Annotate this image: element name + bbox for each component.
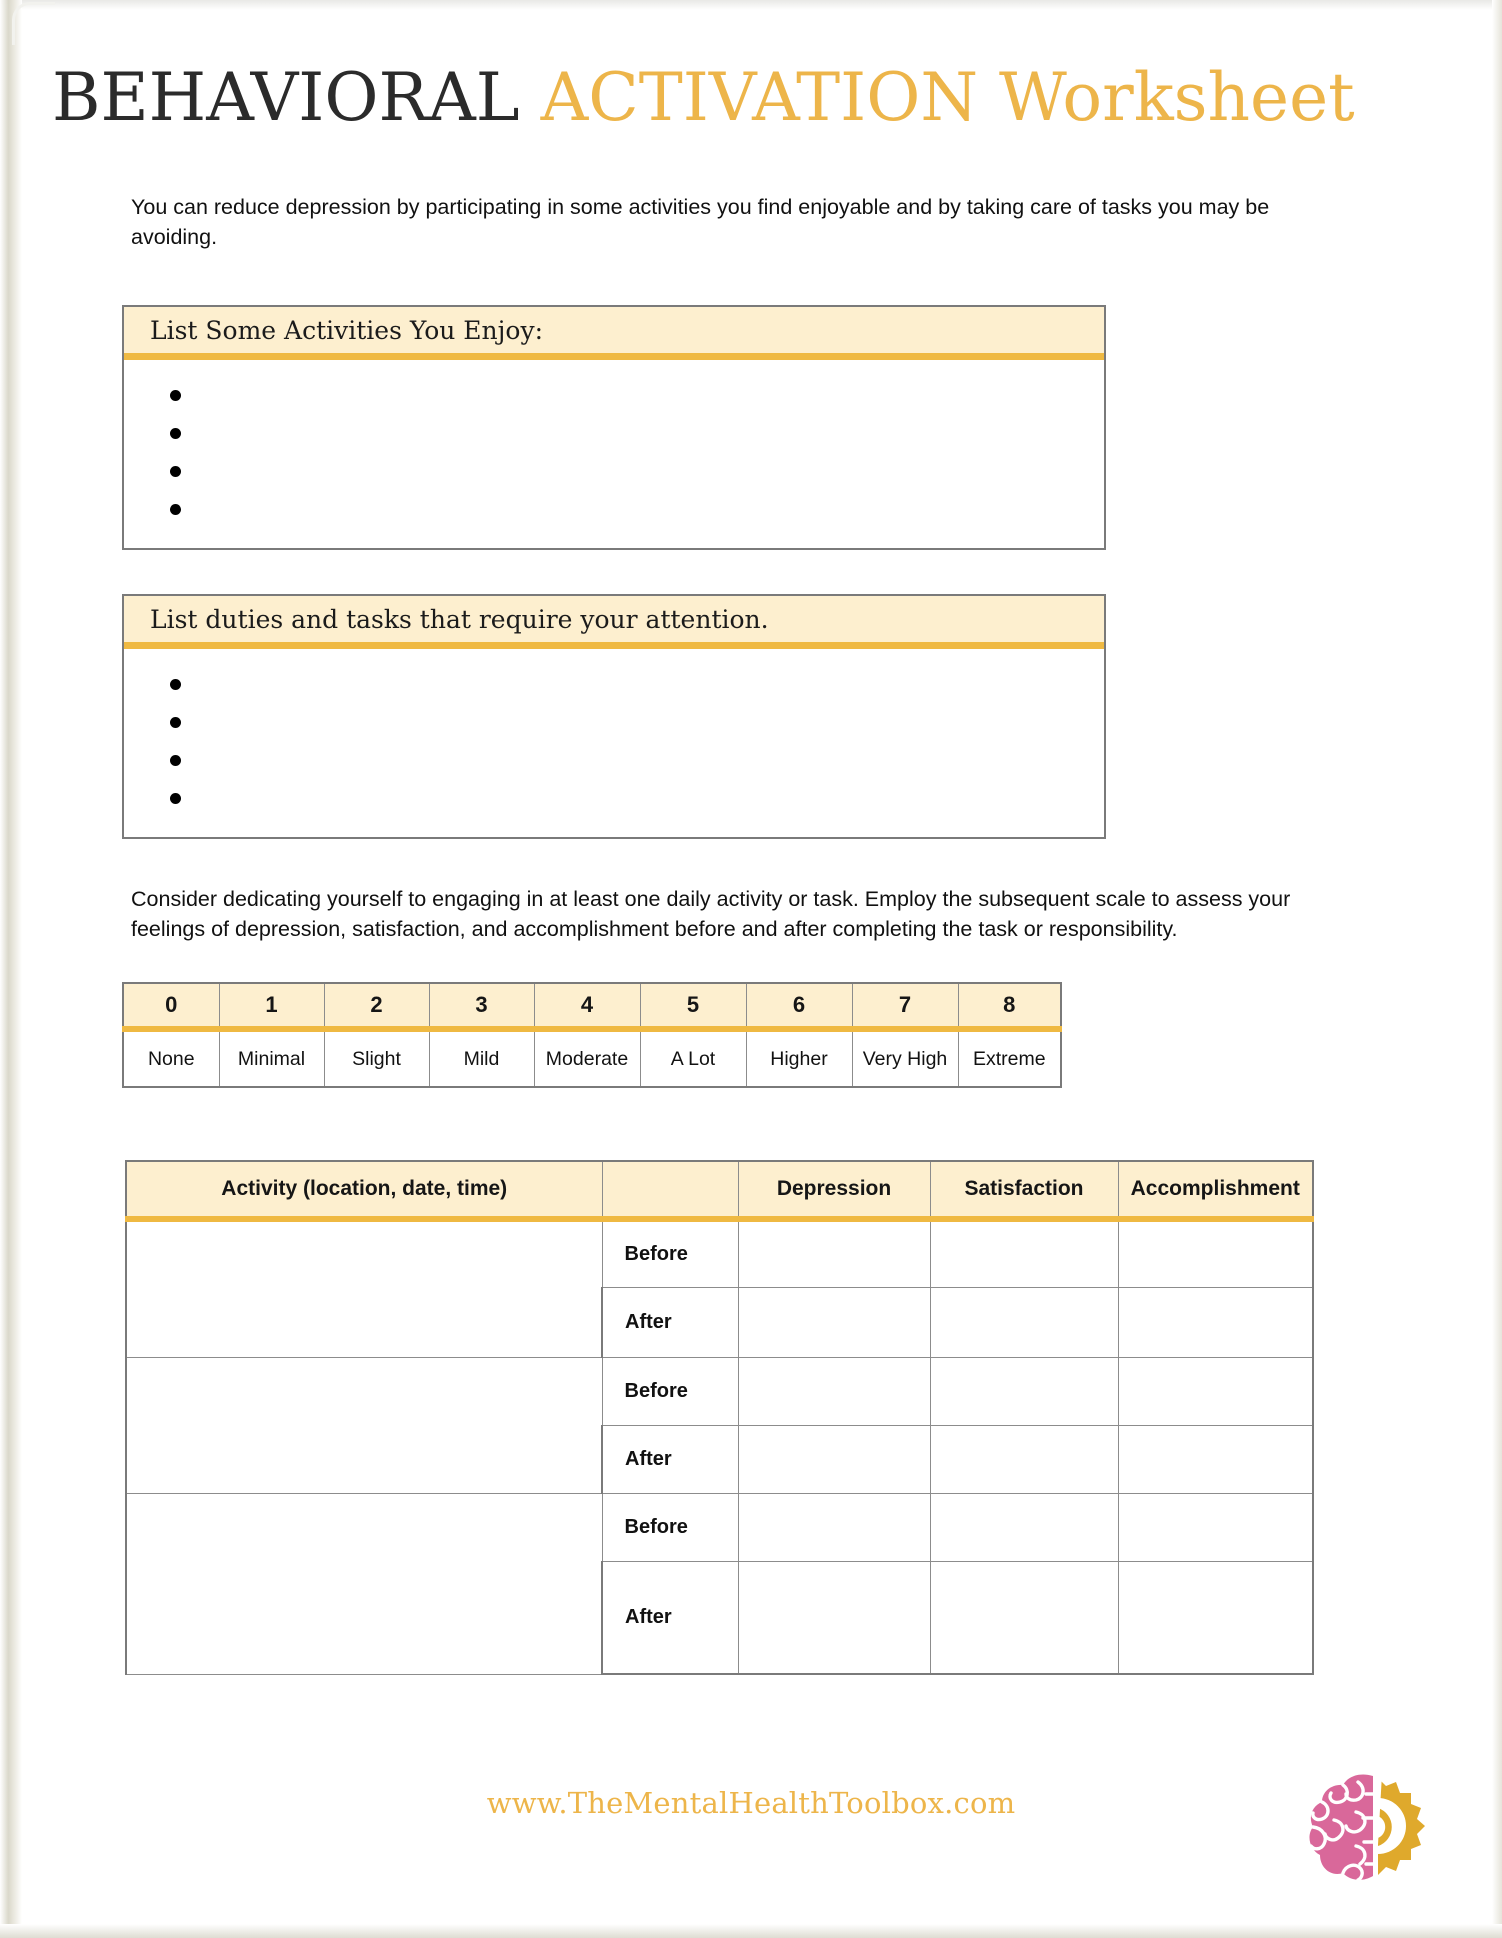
header-depression: Depression: [738, 1161, 930, 1219]
bullet-icon: [170, 428, 181, 439]
table-row: [126, 1493, 1313, 1561]
accomplishment-input-cell[interactable]: [1118, 1287, 1313, 1357]
bullet-icon: [170, 679, 181, 690]
satisfaction-input-cell[interactable]: [930, 1219, 1118, 1287]
phase-label-before: Before: [602, 1219, 738, 1287]
scale-label-cell: Higher: [746, 1029, 852, 1087]
accomplishment-input-cell[interactable]: [1118, 1219, 1313, 1287]
write-in-line[interactable]: [181, 684, 1104, 685]
list-item[interactable]: [170, 376, 1104, 414]
satisfaction-input-cell[interactable]: [930, 1425, 1118, 1493]
accomplishment-input-cell[interactable]: [1118, 1357, 1313, 1425]
activities-box-header-label: List Some Activities You Enjoy:: [150, 315, 544, 345]
depression-input-cell[interactable]: [738, 1493, 930, 1561]
scale-label-cell: Extreme: [958, 1029, 1061, 1087]
bullet-icon: [170, 390, 181, 401]
scale-label-cell: Minimal: [219, 1029, 324, 1087]
list-item[interactable]: [170, 741, 1104, 779]
scale-number-cell: 2: [324, 983, 429, 1029]
activities-box-header: [124, 307, 1104, 360]
scale-label-cell: Mild: [429, 1029, 534, 1087]
scale-number-cell: 6: [746, 983, 852, 1029]
scale-number-cell: 0: [123, 983, 219, 1029]
write-in-line[interactable]: [181, 798, 1104, 799]
activity-input-cell[interactable]: [126, 1357, 602, 1493]
list-item[interactable]: [170, 779, 1104, 817]
list-item[interactable]: [170, 665, 1104, 703]
scale-label-cell: Moderate: [534, 1029, 640, 1087]
accomplishment-input-cell[interactable]: [1118, 1561, 1313, 1674]
duties-box-body: [124, 649, 1104, 817]
intro-paragraph: You can reduce depression by participating in some activities you find enjoyable and by taking care of tasks you may be avoiding.: [131, 195, 1270, 249]
write-in-line[interactable]: [181, 509, 1104, 510]
activity-table-header-row: [126, 1161, 1313, 1219]
write-in-line[interactable]: [181, 395, 1104, 396]
page-title: [52, 58, 1355, 138]
activities-box-body: [124, 360, 1104, 528]
satisfaction-input-cell[interactable]: [930, 1493, 1118, 1561]
list-item[interactable]: [170, 703, 1104, 741]
accomplishment-input-cell[interactable]: [1118, 1425, 1313, 1493]
scale-number-cell: 8: [958, 983, 1061, 1029]
activities-you-enjoy-box: [122, 305, 1106, 550]
phase-label-after: After: [602, 1425, 738, 1493]
duties-and-tasks-box: [122, 594, 1106, 839]
scale-label-cell: None: [123, 1029, 219, 1087]
activity-input-cell[interactable]: [126, 1219, 602, 1357]
header-accomplishment: Accomplishment: [1118, 1161, 1313, 1219]
scale-label-cell: Slight: [324, 1029, 429, 1087]
accomplishment-input-cell[interactable]: [1118, 1493, 1313, 1561]
write-in-line[interactable]: [181, 433, 1104, 434]
phase-label-after: After: [602, 1561, 738, 1674]
instructions-paragraph: Consider dedicating yourself to engaging in at least one daily activity or task. Employ the subsequent scale to assess your feelings of depression, satisfaction, and accomplishment before and after completing the task or responsibility.: [131, 887, 1291, 941]
scale-number-cell: 3: [429, 983, 534, 1029]
write-in-line[interactable]: [181, 760, 1104, 761]
activity-tracking-table: [125, 1160, 1314, 1675]
satisfaction-input-cell[interactable]: [930, 1357, 1118, 1425]
scale-label-cell: A Lot: [640, 1029, 746, 1087]
list-item[interactable]: [170, 452, 1104, 490]
table-row: [126, 1219, 1313, 1287]
brain-gear-logo: [1300, 1760, 1450, 1900]
header-phase: [602, 1161, 738, 1219]
depression-input-cell[interactable]: [738, 1357, 930, 1425]
phase-label-before: Before: [602, 1357, 738, 1425]
list-item[interactable]: [170, 414, 1104, 452]
scale-number-cell: 4: [534, 983, 640, 1029]
scale-number-cell: 7: [852, 983, 958, 1029]
activity-input-cell[interactable]: [126, 1493, 602, 1674]
phase-label-before: Before: [602, 1493, 738, 1561]
header-satisfaction: Satisfaction: [930, 1161, 1118, 1219]
rating-scale-table: [122, 982, 1062, 1088]
table-row: [126, 1357, 1313, 1425]
scale-numbers-row: [123, 983, 1061, 1029]
footer-website-url[interactable]: www.TheMentalHealthToolbox.com: [486, 1786, 1016, 1820]
depression-input-cell[interactable]: [738, 1219, 930, 1287]
depression-input-cell[interactable]: [738, 1561, 930, 1674]
scale-number-cell: 1: [219, 983, 324, 1029]
scale-number-cell: 5: [640, 983, 746, 1029]
write-in-line[interactable]: [181, 471, 1104, 472]
write-in-line[interactable]: [181, 722, 1104, 723]
depression-input-cell[interactable]: [738, 1287, 930, 1357]
bullet-icon: [170, 466, 181, 477]
duties-box-header: [124, 596, 1104, 649]
phase-label-after: After: [602, 1287, 738, 1357]
scale-labels-row: [123, 1029, 1061, 1087]
satisfaction-input-cell[interactable]: [930, 1561, 1118, 1674]
header-activity: Activity (location, date, time): [126, 1161, 602, 1219]
bullet-icon: [170, 793, 181, 804]
depression-input-cell[interactable]: [738, 1425, 930, 1493]
duties-box-header-label: List duties and tasks that require your attention.: [150, 604, 769, 634]
satisfaction-input-cell[interactable]: [930, 1287, 1118, 1357]
bullet-icon: [170, 755, 181, 766]
bullet-icon: [170, 717, 181, 728]
page-title-dark: BEHAVIORAL: [52, 59, 520, 136]
scale-label-cell: Very High: [852, 1029, 958, 1087]
bullet-icon: [170, 504, 181, 515]
list-item[interactable]: [170, 490, 1104, 528]
page-title-gold: ACTIVATION Worksheet: [540, 59, 1355, 136]
